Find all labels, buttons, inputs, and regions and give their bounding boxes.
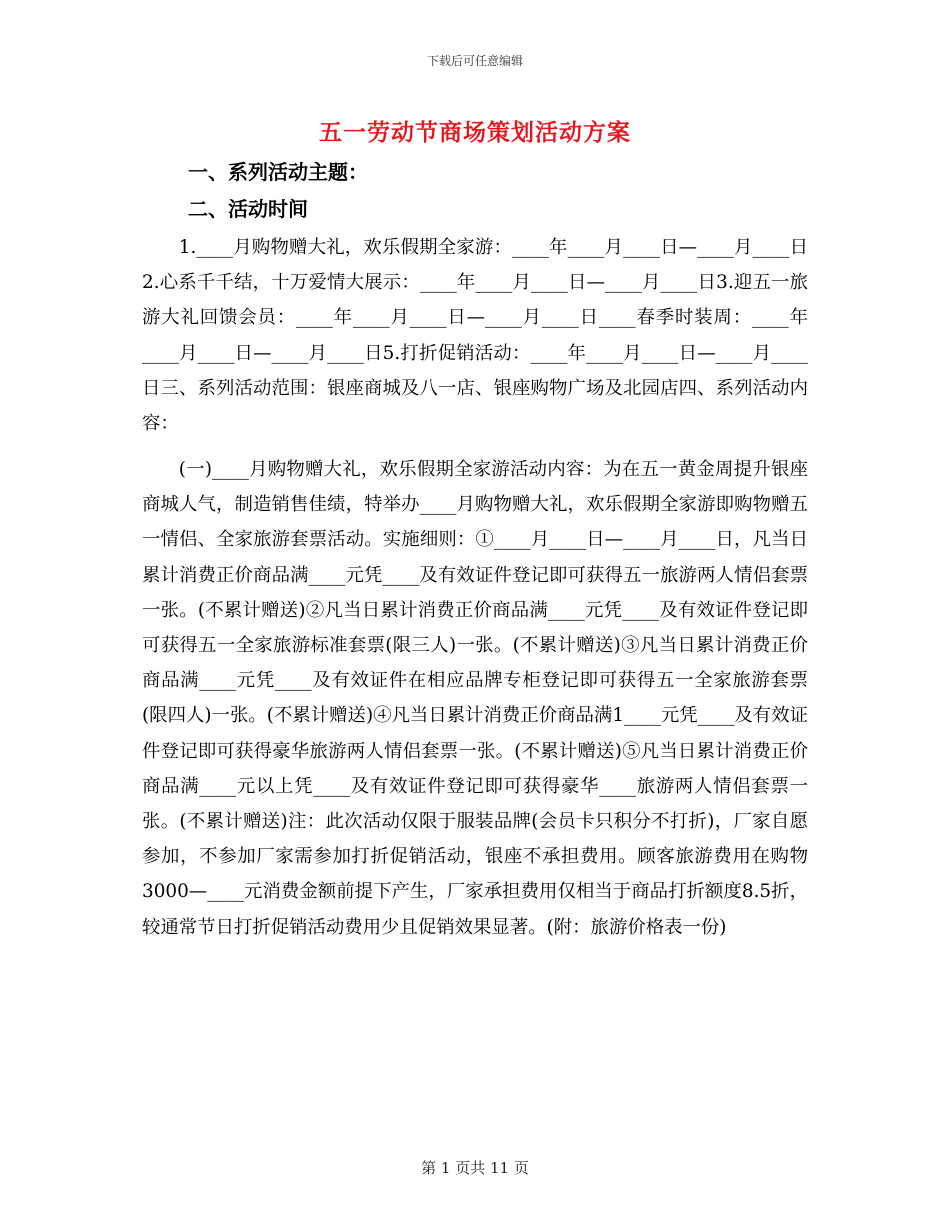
- paragraph-text: (一)____月购物赠大礼，欢乐假期全家游活动内容：为在五一黄金周提升银座商城人气，制造销售佳绩，特举办____月购物赠大礼，欢乐假期全家游即购物赠五一情侣、全家旅游套票活动。实施细则：①____月____日—____月____日，凡当日累计消费正价商品满____元凭____及有效证件登记即可获得五一旅游两人情侣套票一张。(不累计赠送)②凡当日累计消费正价商品满____元凭____及有效证件登记即可获得五一全家旅游标准套票(限三人)一张。(不累计赠送)③凡当日累计消费正价商品满____元凭____及有效证件在相应品牌专柜登记即可获得五一全家旅游套票(限四人)一张。(不累计赠送)④凡当日累计消费正价商品满1____元凭____及有效证件登记即可获得豪华旅游两人情侣套票一张。(不累计赠送)⑤凡当日累计消费正价商品满____元以上凭____及有效证件登记即可获得豪华____旅游两人情侣套票一张。(不累计赠送)注：此次活动仅限于服装品牌(会员卡只积分不打折)，厂家自愿参加，不参加厂家需参加打折促销活动，银座不承担费用。顾客旅游费用在购物3000—____元消费金额前提下产生，厂家承担费用仅相当于商品打折额度8.5折，较通常节日打折促销活动费用少且促销效果显著。(附：旅游价格表一份): [142, 459, 808, 938]
- document-title: 五一劳动节商场策划活动方案: [319, 120, 631, 146]
- body-paragraph-schedule: [142, 230, 808, 441]
- page-header-note: 下载后可任意编辑: [426, 54, 523, 68]
- paragraph-text: 1.____月购物赠大礼，欢乐假期全家游：____年____月____日—____月____日2.心系千千结，十万爱情大展示：____年____月____日—____月____日3.迎五一旅游大礼回馈会员：____年____月____日—____月____日____春季时装周：____年____月____日—____月____日5.打折促销活动：____年____月____日—____月____日三、系列活动范围：银座商城及八一店、银座购物广场及北园店四、系列活动内容：: [142, 237, 808, 435]
- section-heading-time: 二、活动时间: [188, 197, 308, 221]
- section-heading-theme: 一、系列活动主题：: [188, 160, 368, 184]
- body-paragraph-activity-details: [142, 452, 808, 945]
- page-number: 第 1 页共 11 页: [421, 1159, 529, 1177]
